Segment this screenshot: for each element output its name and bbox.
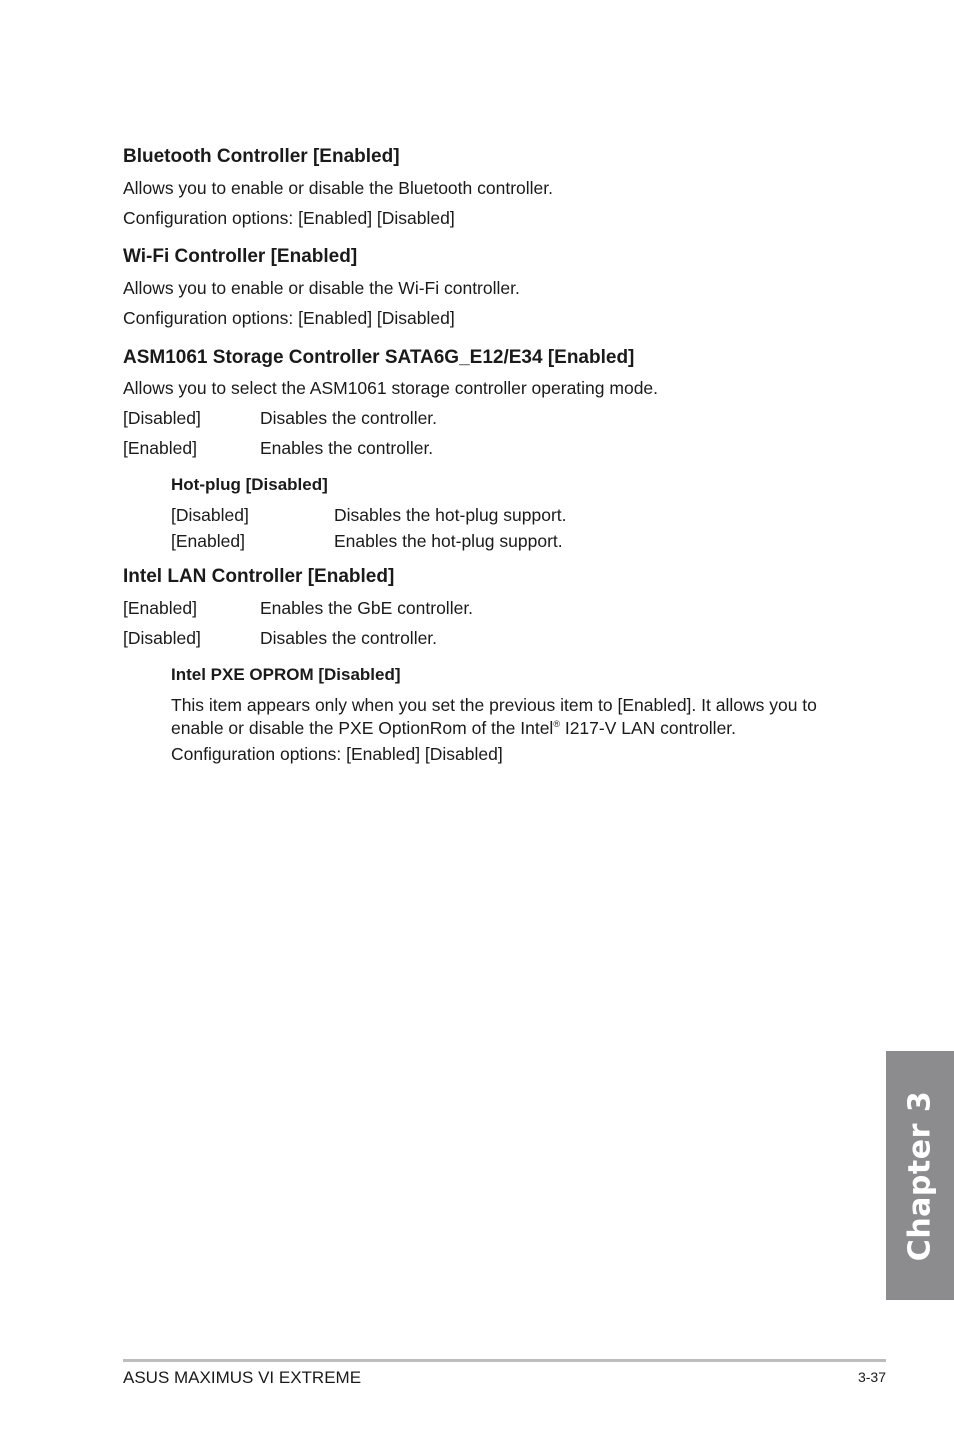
- asm1061-option-key: [Enabled]: [123, 438, 197, 458]
- bluetooth-config: Configuration options: [Enabled] [Disabled]: [123, 208, 455, 228]
- asm1061-option-key: [Disabled]: [123, 408, 201, 428]
- chapter-tab-label: Chapter 3: [902, 1090, 938, 1261]
- hotplug-option-key: [Enabled]: [171, 531, 245, 551]
- registered-mark: ®: [553, 719, 560, 729]
- asm1061-description: Allows you to select the ASM1061 storage controller operating mode.: [123, 378, 659, 398]
- footer-divider: [123, 1359, 886, 1362]
- asm1061-option-value: Disables the controller.: [260, 408, 438, 428]
- hotplug-option-value: Disables the hot-plug support.: [334, 505, 567, 525]
- wifi-description: Allows you to enable or disable the Wi-Fi controller.: [123, 278, 520, 298]
- intel-lan-option-key: [Enabled]: [123, 598, 197, 618]
- wifi-config: Configuration options: [Enabled] [Disabled]: [123, 308, 455, 328]
- pxe-description-line1: This item appears only when you set the previous item to [Enabled]. It allows you to: [171, 695, 817, 715]
- intel-lan-option-value: Disables the controller.: [260, 628, 438, 648]
- bluetooth-description: Allows you to enable or disable the Bluetooth controller.: [123, 178, 553, 198]
- pxe-line2-text: enable or disable the PXE OptionRom of the Intel: [171, 718, 554, 738]
- asm1061-heading: ASM1061 Storage Controller SATA6G_E12/E34 [Enabled]: [123, 347, 635, 368]
- hotplug-option-key: [Disabled]: [171, 505, 249, 525]
- hotplug-heading: Hot-plug [Disabled]: [171, 475, 328, 494]
- footer-page-number: 3-37: [857, 1369, 886, 1385]
- wifi-heading: Wi-Fi Controller [Enabled]: [123, 246, 358, 267]
- pxe-heading: Intel PXE OPROM [Disabled]: [171, 665, 401, 684]
- intel-lan-option-key: [Disabled]: [123, 628, 201, 648]
- asm1061-option-value: Enables the controller.: [260, 438, 434, 458]
- pxe-description-line2: [171, 718, 736, 739]
- chapter-tab: [886, 1051, 954, 1300]
- intel-lan-heading: Intel LAN Controller [Enabled]: [123, 566, 395, 587]
- bluetooth-heading: Bluetooth Controller [Enabled]: [123, 146, 400, 167]
- pxe-config: Configuration options: [Enabled] [Disabled]: [171, 744, 503, 764]
- footer-product-name: ASUS MAXIMUS VI EXTREME: [123, 1368, 362, 1387]
- hotplug-option-value: Enables the hot-plug support.: [334, 531, 563, 551]
- intel-lan-option-value: Enables the GbE controller.: [260, 598, 474, 618]
- pxe-line2-text-end: I217-V LAN controller.: [559, 718, 737, 738]
